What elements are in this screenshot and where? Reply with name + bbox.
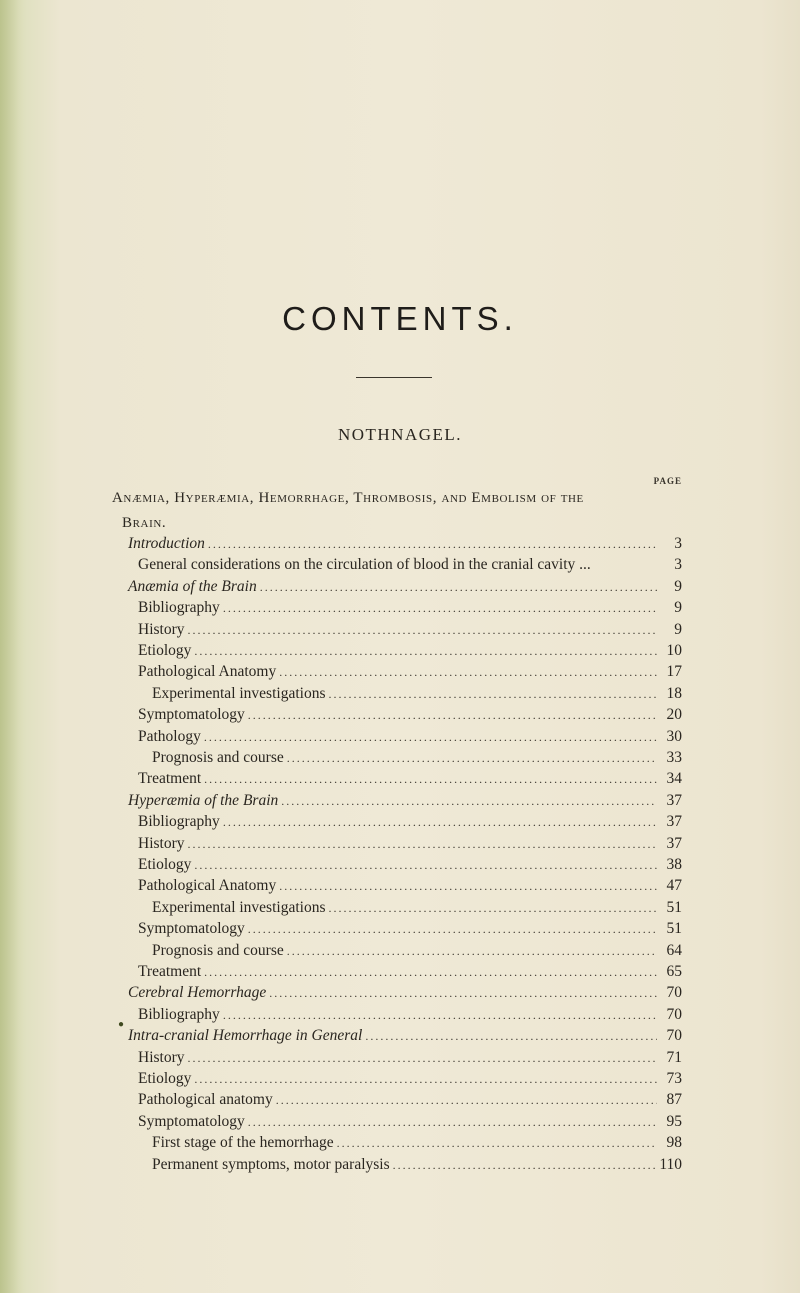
toc-entry-title: Permanent symptoms, motor paralysis	[152, 1155, 390, 1173]
toc-page-number: 37	[666, 813, 682, 831]
toc-entry-title: Symptomatology	[138, 706, 245, 724]
toc-entry	[138, 875, 682, 897]
toc-entry	[138, 1089, 682, 1111]
toc-entry	[138, 811, 682, 833]
toc-page-number: 33	[666, 749, 682, 766]
toc-leader-dots	[208, 533, 657, 555]
toc-page-number: 17	[666, 663, 682, 681]
toc-entry	[138, 918, 682, 940]
toc-page-number: 70	[666, 984, 682, 1002]
toc-entry	[138, 554, 682, 576]
toc-page-number: 70	[666, 1005, 682, 1023]
toc-page-number: 51	[666, 920, 682, 938]
toc-entry	[128, 1025, 682, 1047]
toc-leader-dots	[204, 961, 657, 983]
toc-page-number: 98	[666, 1134, 682, 1152]
toc-leader-dots	[194, 854, 657, 876]
toc-entry	[138, 704, 682, 726]
toc-leader-dots	[248, 918, 657, 940]
toc-page-number: 70	[666, 1027, 682, 1045]
page-column-header: PAGE	[653, 476, 682, 486]
toc-entry-title: Cerebral Hemorrhage	[128, 984, 267, 1002]
toc-leader-dots	[287, 747, 657, 769]
toc-leader-dots	[393, 1154, 657, 1176]
toc-leader-dots	[223, 1004, 657, 1026]
toc-entry	[128, 533, 682, 555]
toc-leader-dots	[260, 576, 657, 598]
toc-page-number: 37	[666, 791, 682, 809]
toc-leader-dots	[328, 897, 657, 919]
toc-leader-dots	[281, 790, 657, 812]
toc-entry	[152, 1154, 682, 1176]
toc-leader-dots	[269, 982, 657, 1004]
toc-entry	[128, 982, 682, 1004]
toc-entry	[138, 1047, 682, 1069]
toc-leader-dots	[188, 833, 658, 855]
toc-entry-title: History	[138, 1048, 185, 1066]
toc-entry	[138, 640, 682, 662]
toc-entry	[138, 661, 682, 683]
toc-entry-title: Pathological Anatomy	[138, 663, 277, 681]
toc-leader-dots	[248, 1111, 657, 1133]
toc-page-number: 87	[666, 1091, 682, 1109]
toc-entry-title: History	[138, 834, 185, 852]
toc-entry	[138, 833, 682, 855]
toc-page-number: 34	[666, 770, 682, 788]
toc-entry-title: Experimental investigations	[152, 684, 326, 702]
toc-entry	[152, 940, 682, 962]
toc-leader-dots	[194, 1068, 657, 1090]
part-title-line-1: Anæmia, Hyperæmia, Hemorrhage, Thrombosis, and Embolism of the	[112, 490, 584, 506]
toc-page-number: 37	[666, 834, 682, 852]
toc-entry-title: Bibliography	[138, 599, 220, 617]
toc-entry-title: History	[138, 620, 185, 638]
toc-entry-title: Treatment	[138, 770, 202, 788]
toc-page-number: 64	[666, 941, 682, 959]
toc-entry-title: Anæmia of the Brain	[128, 577, 257, 595]
toc-page-number: 30	[666, 727, 682, 745]
toc-leader-dots	[248, 704, 657, 726]
toc-entry	[138, 619, 682, 641]
toc-entry-title: Etiology	[138, 1070, 192, 1087]
toc-entry	[138, 854, 682, 876]
toc-page-number: 73	[666, 1070, 682, 1087]
toc-entry	[152, 747, 682, 769]
toc-entry	[152, 1132, 682, 1154]
toc-page-number: 18	[666, 684, 682, 702]
toc-leader-dots	[194, 640, 657, 662]
toc-leader-dots	[337, 1132, 657, 1154]
toc-leader-dots	[223, 597, 657, 619]
toc-leader-dots	[287, 940, 657, 962]
toc-entry	[138, 961, 682, 983]
toc-page-number: 9	[674, 620, 682, 638]
toc-leader-dots	[279, 875, 657, 897]
toc-entry	[138, 597, 682, 619]
toc-entry-title: General considerations on the circulation of blood in the cranial cavity ...	[138, 556, 591, 574]
toc-page-number: 38	[666, 856, 682, 873]
toc-entry	[128, 790, 682, 812]
toc-entry-title: Pathology	[138, 727, 201, 745]
toc-entry-title: Pathological Anatomy	[138, 877, 277, 895]
toc-leader-dots	[276, 1089, 657, 1111]
toc-entry	[128, 576, 682, 598]
toc-entry	[138, 726, 682, 748]
toc-page-number: 51	[666, 898, 682, 916]
toc-leader-dots	[328, 683, 657, 705]
toc-entry-title: First stage of the hemorrhage	[152, 1134, 334, 1152]
toc-entry	[138, 768, 682, 790]
toc-entry-title: Hyperæmia of the Brain	[128, 791, 279, 809]
toc-leader-dots	[204, 726, 657, 748]
toc-entry-title: Pathological anatomy	[138, 1091, 273, 1109]
toc-page-number: 9	[674, 599, 682, 617]
ink-mark: ●	[118, 1019, 125, 1030]
toc-entry	[138, 1004, 682, 1026]
page-spine-shadow	[0, 0, 26, 1293]
toc-entry-title: Experimental investigations	[152, 898, 326, 916]
toc-page-number: 20	[666, 706, 682, 724]
toc-entry	[152, 897, 682, 919]
toc-leader-dots	[188, 1047, 658, 1069]
toc-page-number: 10	[666, 642, 682, 659]
toc-page-number: 65	[666, 963, 682, 980]
title-rule	[356, 377, 432, 378]
toc-entry-title: Prognosis and course	[152, 749, 284, 766]
author-heading: NOTHNAGEL.	[337, 425, 463, 444]
toc-entry-title: Intra-cranial Hemorrhage in General	[128, 1027, 363, 1045]
part-title-line-2: Brain.	[122, 515, 167, 531]
page-title: CONTENTS.	[282, 300, 518, 337]
toc-page-number: 110	[659, 1155, 682, 1173]
toc-page-number: 71	[666, 1048, 682, 1066]
toc-entry	[138, 1111, 682, 1133]
toc-entry-title: Etiology	[138, 856, 192, 873]
toc-entry-title: Symptomatology	[138, 1112, 245, 1130]
toc-entry	[138, 1068, 682, 1090]
toc-leader-dots	[223, 811, 657, 833]
toc-page-number: 3	[674, 535, 682, 552]
toc-entry	[152, 683, 682, 705]
toc-page-number: 47	[666, 877, 682, 895]
toc-entry-title: Etiology	[138, 642, 192, 659]
toc-page-number: 95	[666, 1112, 682, 1130]
toc-page-number: 9	[674, 577, 682, 595]
toc-entry-title: Treatment	[138, 963, 202, 980]
toc-leader-dots	[279, 661, 657, 683]
toc-leader-dots	[188, 619, 658, 641]
toc-page-number: 3	[674, 556, 682, 574]
toc-leader-dots	[365, 1025, 657, 1047]
toc-entry-title: Bibliography	[138, 813, 220, 831]
toc-entry-title: Prognosis and course	[152, 941, 284, 959]
toc-entry-title: Introduction	[128, 535, 205, 552]
toc-leader-dots	[204, 768, 657, 790]
toc-entry-title: Symptomatology	[138, 920, 245, 938]
toc-entry-title: Bibliography	[138, 1005, 220, 1023]
part-title	[112, 486, 692, 536]
